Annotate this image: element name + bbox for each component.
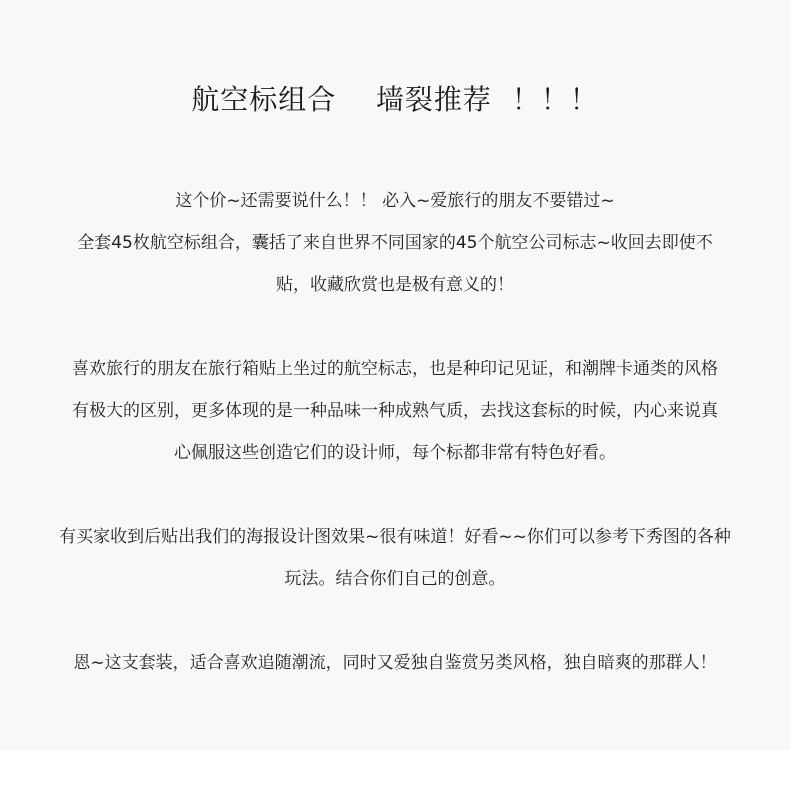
paragraph-line: 有买家收到后贴出我们的海报设计图效果~很有味道！好看~~你们可以参考下秀图的各种 [59,527,731,547]
paragraph-line: 全套45枚航空标组合，囊括了来自世界不同国家的45个航空公司标志~收回去即使不 [77,233,713,253]
paragraph-travel [22,348,768,474]
paragraph-line: 有极大的区别，更多体现的是一种品味一种成熟气质，去找这套标的时候，内心来说真 [72,401,718,421]
paragraph-buyer-show [22,516,768,600]
paragraph-line: 喜欢旅行的朋友在旅行箱贴上坐过的航空标志，也是种印记见证，和潮牌卡通类的风格 [72,359,718,379]
paragraph-line: 这个价~还需要说什么！！ 必入~爱旅行的朋友不要错过~ [175,191,615,211]
paragraph-line: 心佩服这些创造它们的设计师，每个标都非常有特色好看。 [174,443,616,463]
paragraph-audience [22,642,768,684]
page-title: 航空标组合 墙裂推荐 ！！！ [191,83,599,116]
paragraph-line: 恩~这支套装，适合喜欢追随潮流，同时又爱独自鉴赏另类风格，独自暗爽的那群人！ [73,653,717,673]
paragraph-price [22,180,768,306]
paragraph-line: 玩法。结合你们自己的创意。 [284,569,506,589]
paragraph-line: 贴，收藏欣赏也是极有意义的！ [276,275,514,295]
